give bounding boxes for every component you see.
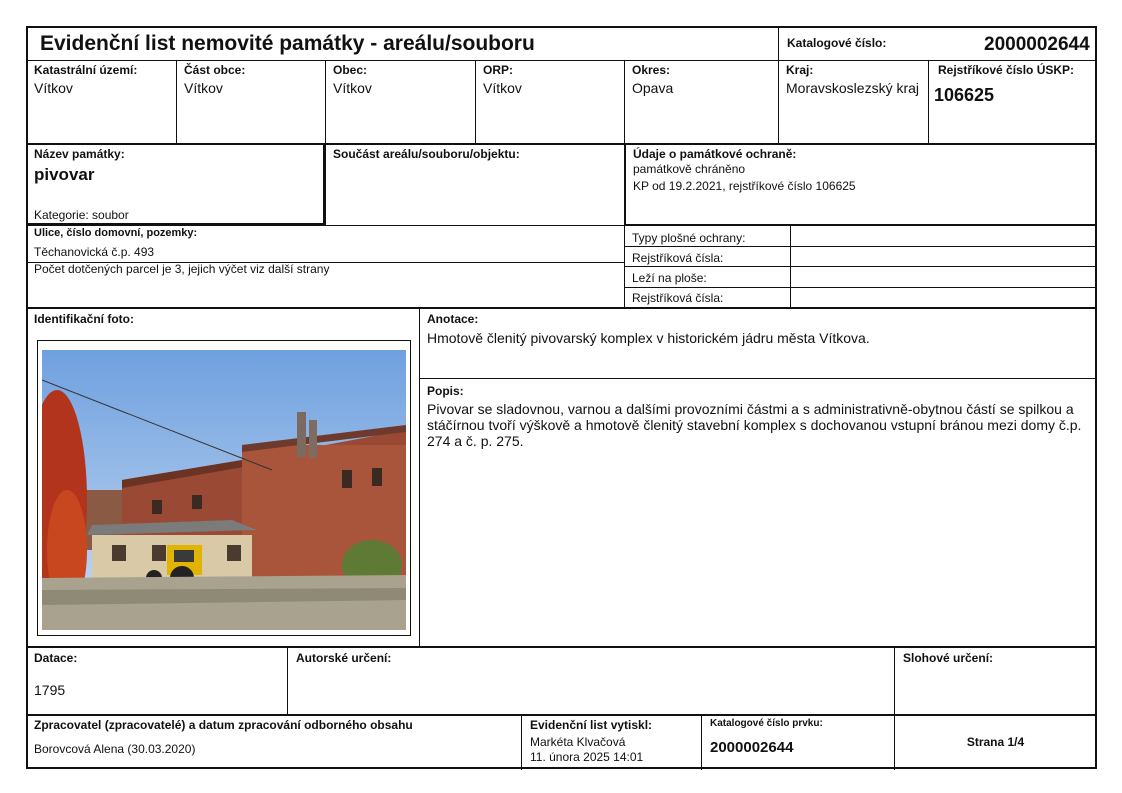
part-label: Součást areálu/souboru/objektu: xyxy=(333,147,520,161)
zone-register-label-1: Rejstříková čísla: xyxy=(632,251,724,265)
lies-on-label: Leží na ploše: xyxy=(632,271,707,285)
annotation-text: Hmotově členitý pivovarský komplex v historickém jádru města Vítkova. xyxy=(427,330,870,346)
katastr-value: Vítkov xyxy=(34,80,73,96)
page-number: Strana 1/4 xyxy=(966,735,1025,749)
protection-detail: KP od 19.2.2021, rejstříkové číslo 106625 xyxy=(633,179,856,193)
printed-label: Evidenční list vytiskl: xyxy=(530,718,653,732)
printed-date: 11. února 2025 14:01 xyxy=(530,750,644,764)
cast-obce-label: Část obce: xyxy=(184,63,246,77)
description-label: Popis: xyxy=(427,384,464,398)
style-label: Slohové určení: xyxy=(903,651,994,665)
processor-value: Borovcová Alena (30.03.2020) xyxy=(34,742,196,756)
description-text: Pivovar se sladovnou, varnou a dalšími provozními částmi a s administrativně-obytnou částí se spilkou a stáčírnou tvoří výškově a hmotově členitý stavební komplex s dochovanou vstupní bránou mezi domy č.p. 274 a č. p. 275. xyxy=(427,401,1082,449)
identification-photo xyxy=(42,350,406,630)
address-label: Ulice, číslo domovní, pozemky: xyxy=(34,227,198,239)
catalog-number: 2000002644 xyxy=(984,34,1090,55)
parcels-info: Počet dotčených parcel je 3, jejich výčet viz další strany xyxy=(34,262,330,276)
photo-label: Identifikační foto: xyxy=(34,312,134,326)
kraj-value: Moravskoslezský kraj xyxy=(786,80,920,96)
dating-value: 1795 xyxy=(34,682,66,698)
annotation-label: Anotace: xyxy=(427,312,479,326)
author-label: Autorské určení: xyxy=(296,651,392,665)
orp-value: Vítkov xyxy=(483,80,522,96)
page-title: Evidenční list nemovité památky - areálu/souboru xyxy=(40,32,535,55)
katastr-label: Katastrální území: xyxy=(34,63,138,77)
uskp-value: 106625 xyxy=(934,85,995,105)
cast-obce-value: Vítkov xyxy=(184,80,223,96)
okres-value: Opava xyxy=(632,80,674,96)
uskp-label: Rejstříkové číslo ÚSKP: xyxy=(938,63,1075,77)
dating-label: Datace: xyxy=(34,651,78,665)
address-street: Těchanovická č.p. 493 xyxy=(34,245,155,259)
item-catalog-value: 2000002644 xyxy=(710,739,794,756)
printed-name: Markéta Klvačová xyxy=(530,735,626,749)
name-label: Název památky: xyxy=(34,147,125,161)
item-catalog-label: Katalogové číslo prvku: xyxy=(710,718,823,729)
kraj-label: Kraj: xyxy=(786,63,814,77)
monument-name: pivovar xyxy=(34,165,95,184)
okres-label: Okres: xyxy=(632,63,671,77)
category: Kategorie: soubor xyxy=(34,208,129,222)
zone-types-label: Typy plošné ochrany: xyxy=(632,231,746,245)
orp-label: ORP: xyxy=(483,63,513,77)
obec-value: Vítkov xyxy=(333,80,372,96)
obec-label: Obec: xyxy=(333,63,368,77)
zone-register-label-2: Rejstříková čísla: xyxy=(632,291,724,305)
protection-status: památkově chráněno xyxy=(633,162,746,176)
processor-label: Zpracovatel (zpracovatelé) a datum zpracování odborného obsahu xyxy=(34,718,413,732)
protection-label: Údaje o památkové ochraně: xyxy=(633,147,797,161)
catalog-label: Katalogové číslo: xyxy=(787,36,887,50)
